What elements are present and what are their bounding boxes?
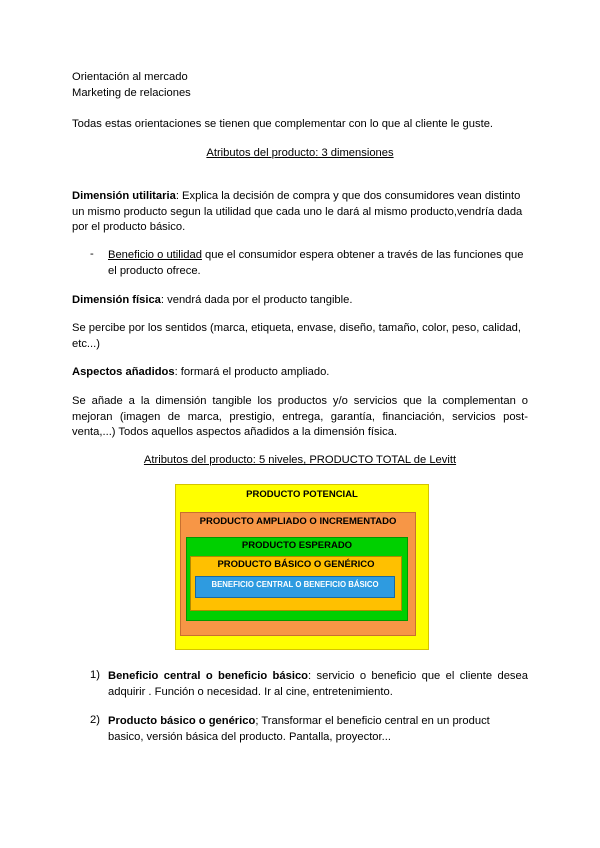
anadidos-text: : formará el producto ampliado. xyxy=(174,366,330,378)
anadidos-description: Se añade a la dimensión tangible los productos y/o servicios que la complementan o mejoran (imagen de marca, prestigio, entrega, garantía, financiación, servicios post-venta,...) Todos aquellos aspectos añadidos a la dimensión física. xyxy=(72,395,528,438)
list-number: 1) xyxy=(90,669,100,681)
bullet-term: Beneficio o utilidad xyxy=(108,249,202,261)
levitt-ampliado-label: PRODUCTO AMPLIADO O INCREMENTADO xyxy=(199,516,397,527)
levitt-esperado-label: PRODUCTO ESPERADO xyxy=(241,540,353,551)
anadidos-term: Aspectos añadidos xyxy=(72,366,175,378)
utilitaria-term: Dimensión utilitaria xyxy=(72,190,176,202)
list-desc: : servicio o beneficio que el cliente desea adquirir . Función o necesidad. Ir al cine, entretenimiento. xyxy=(108,670,528,698)
bullet-text xyxy=(108,248,528,279)
levitt-potencial-label: PRODUCTO POTENCIAL xyxy=(246,489,358,500)
section-title-dimensiones: Atributos del producto: 3 dimensiones xyxy=(206,147,394,159)
list-term: Producto básico o genérico xyxy=(108,715,256,727)
intro-text: Todas estas orientaciones se tienen que complementar con lo que al cliente le guste. xyxy=(72,118,494,130)
list-text xyxy=(108,669,528,700)
bullet-dash: - xyxy=(90,248,94,260)
bullet-desc: que el consumidor espera obtener a través de las funciones que el producto ofrece. xyxy=(108,249,524,277)
header-line-1: Orientación al mercado xyxy=(72,71,188,83)
list-text xyxy=(108,714,528,745)
fisica-text: : vendrá dada por el producto tangible. xyxy=(160,294,353,306)
header-line-2: Marketing de relaciones xyxy=(72,87,191,99)
utilitaria-paragraph xyxy=(72,189,528,236)
list-term: Beneficio central o beneficio básico xyxy=(108,670,308,682)
sentidos-paragraph: Se percibe por los sentidos (marca, etiqueta, envase, diseño, tamaño, color, peso, calidad, etc...) xyxy=(72,322,522,350)
anadidos-paragraph xyxy=(72,365,528,381)
section-title-levitt: Atributos del producto: 5 niveles, PRODUCTO TOTAL de Levitt xyxy=(143,454,457,466)
list-number: 2) xyxy=(90,714,100,726)
levitt-central-label: BENEFICIO CENTRAL O BENEFICIO BÁSICO xyxy=(211,580,379,589)
utilitaria-text: : Explica la decisión de compra y que dos consumidores vean distinto un mismo producto segun la utilidad que cada uno le dará al mismo producto,vendría dada por el producto básico. xyxy=(72,190,523,233)
fisica-paragraph xyxy=(72,293,528,309)
list-desc: ; Transformar el beneficio central en un product basico, versión básica del producto. Pantalla, proyector... xyxy=(108,715,490,743)
levitt-basico-label: PRODUCTO BÁSICO O GENÉRICO xyxy=(217,559,375,570)
fisica-term: Dimensión física xyxy=(72,294,161,306)
levitt-central-box xyxy=(195,576,395,598)
